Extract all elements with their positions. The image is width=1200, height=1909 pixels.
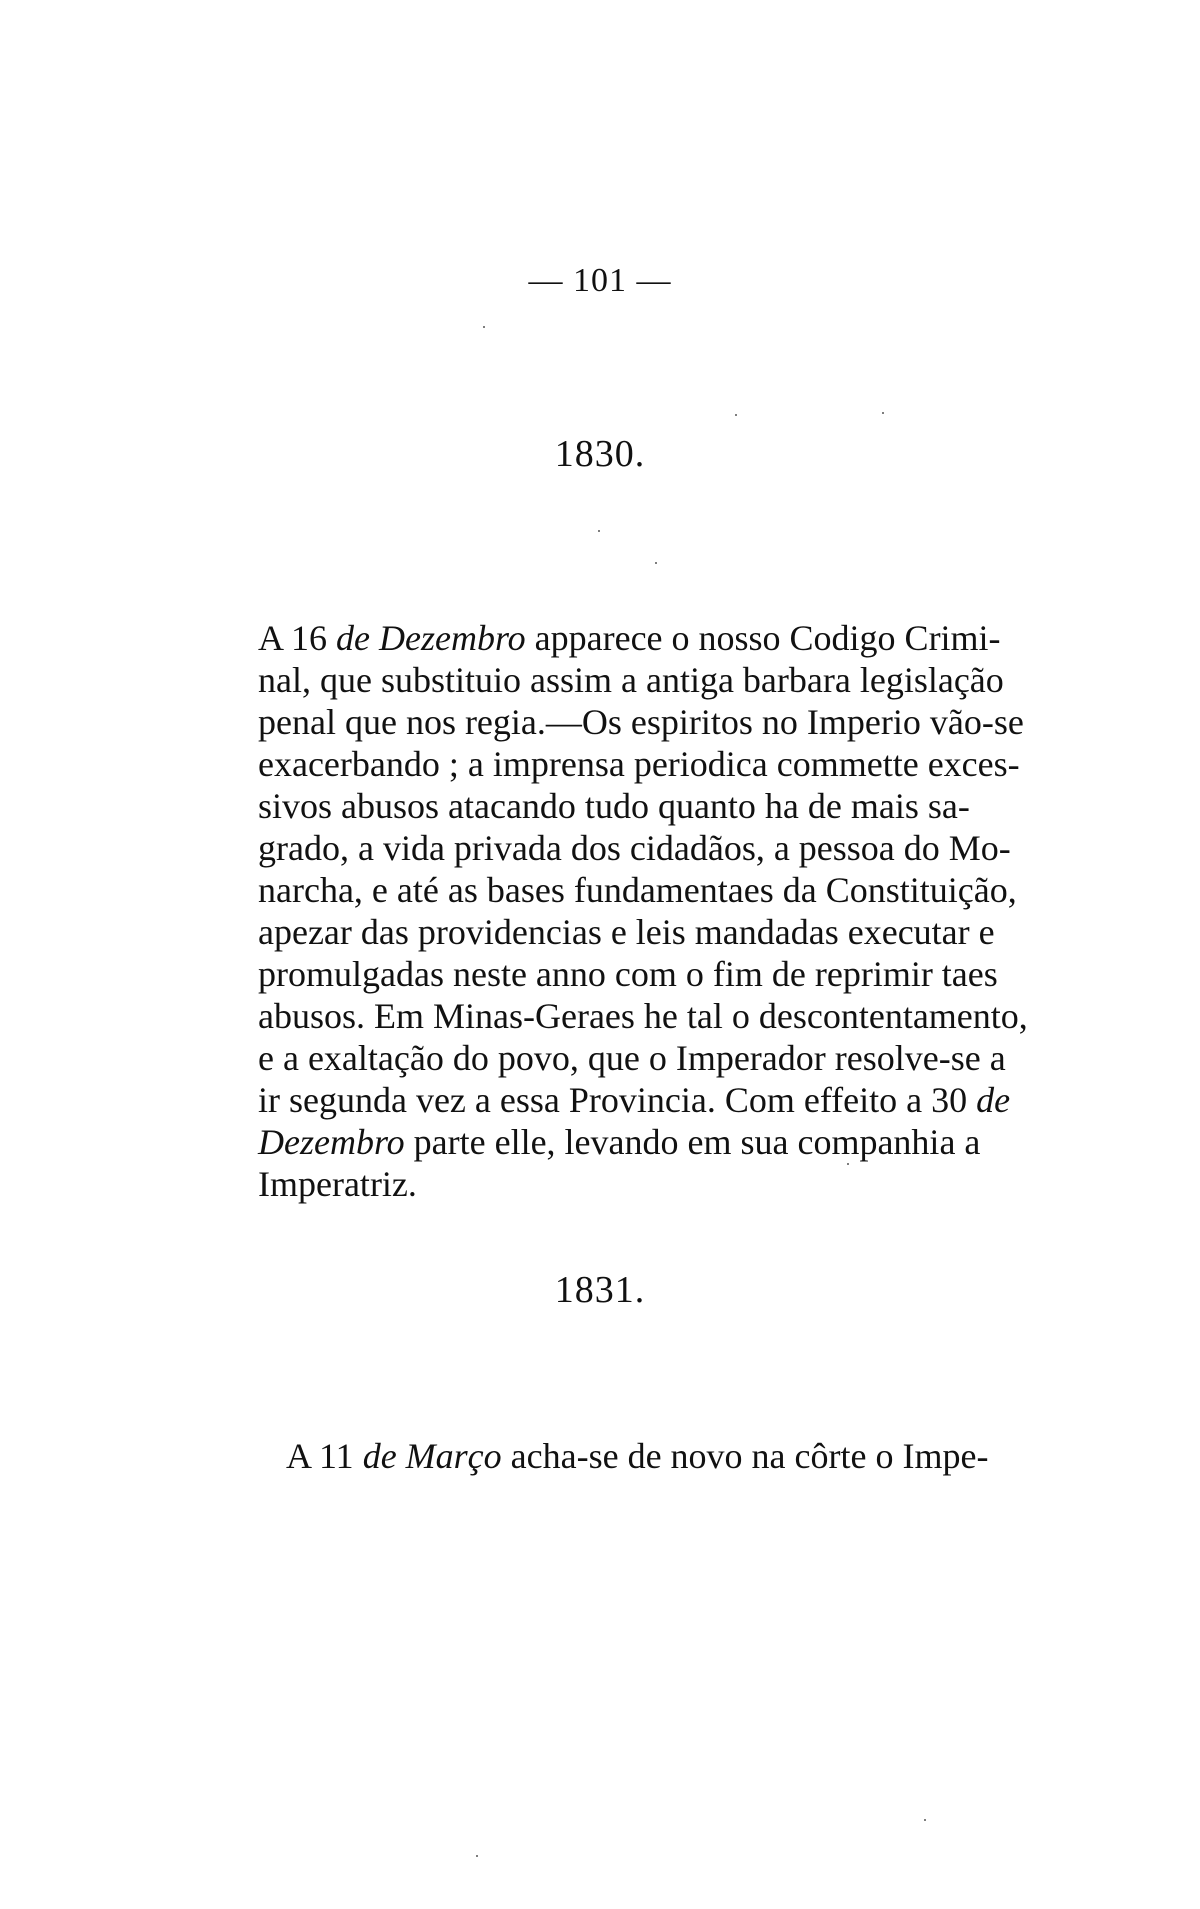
print-speck: [735, 414, 737, 416]
text-line: apezar das providencias e leis mandadas executar e: [258, 912, 995, 952]
text-line: promulgadas neste anno com o fim de reprimir taes: [258, 954, 998, 994]
text-line: grado, a vida privada dos cidadãos, a pessoa do Mo-: [258, 828, 1011, 868]
text-line: penal que nos regia.—Os espiritos no Imperio vão-se: [258, 702, 1024, 742]
text-line: narcha, e até as bases fundamentaes da Constituição,: [258, 870, 1017, 910]
text-line: sivos abusos atacando tudo quanto ha de mais sa-: [258, 786, 970, 826]
text-line: abusos. Em Minas-Geraes he tal o descontentamento,: [258, 996, 1028, 1036]
text-line: nal, que substituio assim a antiga barbara legislação: [258, 660, 1004, 700]
print-speck: [924, 1819, 926, 1821]
print-speck: [655, 562, 657, 564]
text-line: ir segunda vez a essa Provincia. Com effeito a 30 de: [258, 1080, 1011, 1120]
text-line: A 11 de Março acha-se de novo na côrte o Impe-: [286, 1436, 989, 1476]
print-speck: [483, 326, 485, 328]
text-line: Dezembro parte elle, levando em sua companhia a: [258, 1122, 981, 1162]
print-speck: [882, 412, 884, 414]
print-speck: [598, 530, 600, 532]
year-heading-1831: 1831.: [554, 1269, 646, 1311]
text-line: Imperatriz.: [258, 1164, 417, 1204]
print-speck: [476, 1855, 478, 1857]
text-line: A 16 de Dezembro apparece o nosso Codigo Crimi-: [258, 618, 1001, 658]
page-number: — 101 —: [528, 262, 672, 299]
text-line: e a exaltação do povo, que o Imperador resolve-se a: [258, 1038, 1006, 1078]
paragraph-1831: [286, 1435, 989, 1477]
text-line: exacerbando ; a imprensa periodica commette exces-: [258, 744, 1020, 784]
print-speck: [847, 1163, 849, 1165]
year-heading-1830: 1830.: [554, 433, 646, 475]
paragraph-1830: [258, 617, 1028, 1205]
